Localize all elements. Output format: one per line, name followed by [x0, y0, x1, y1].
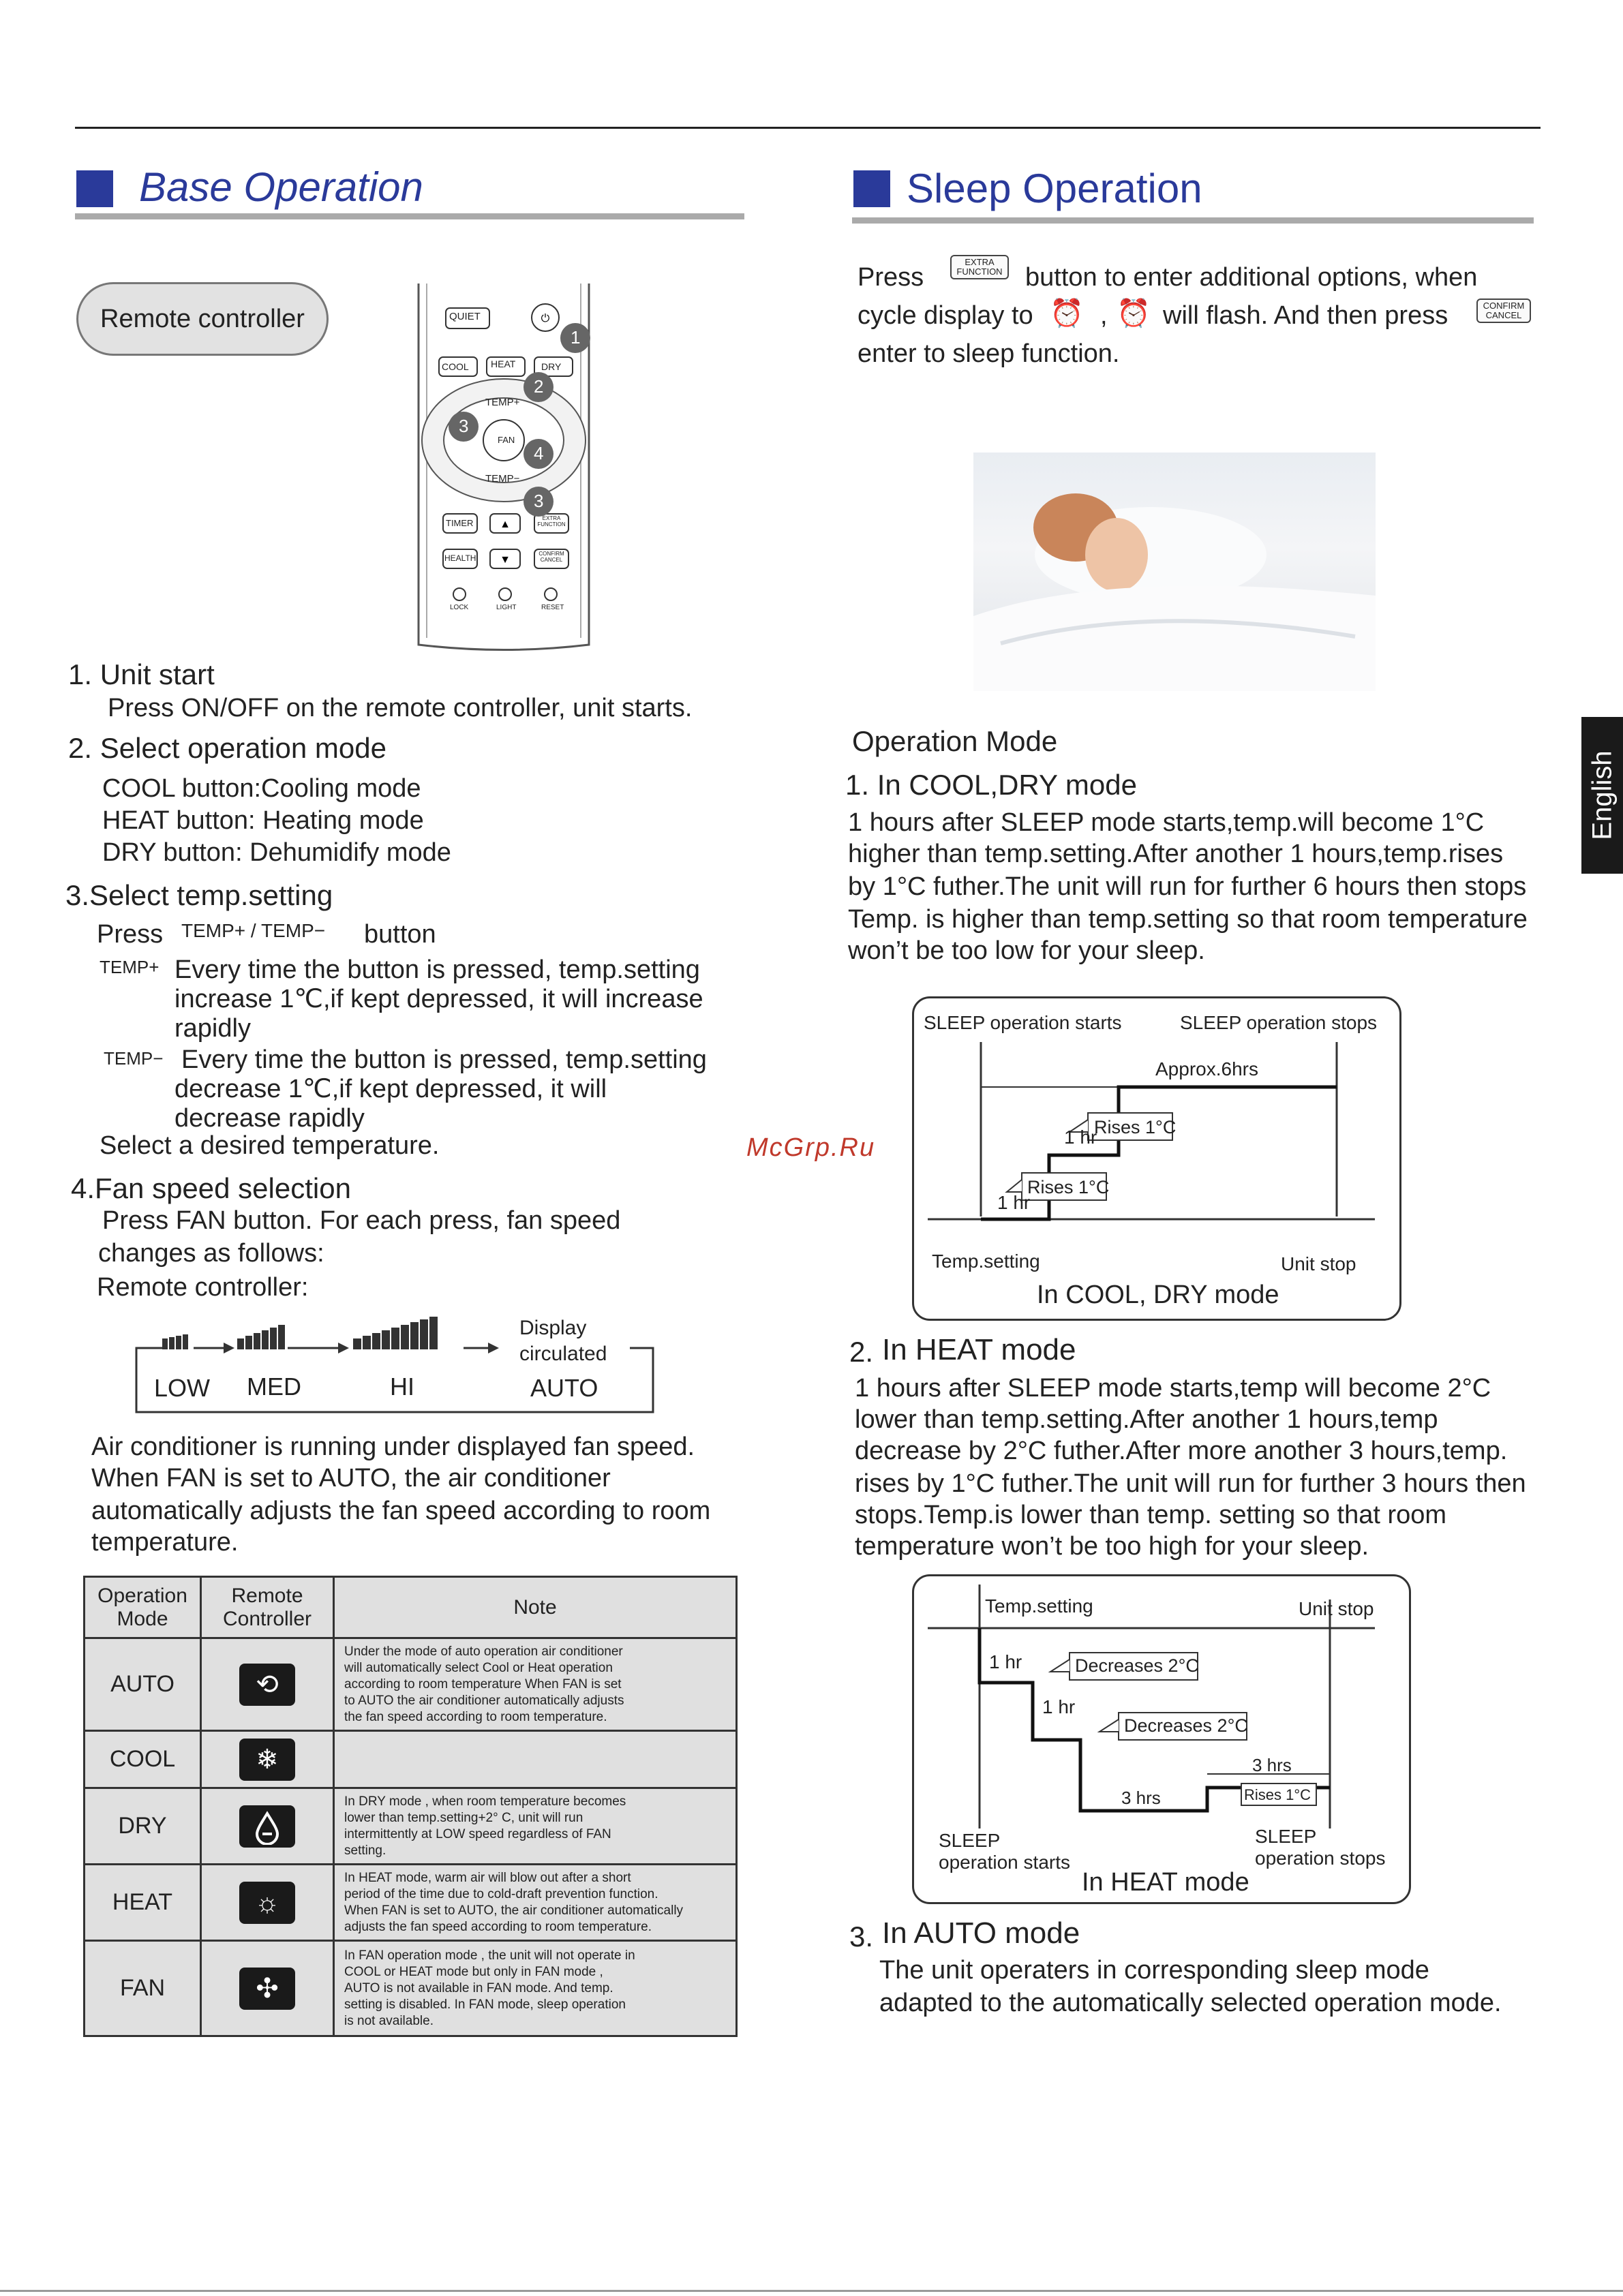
- auto-line-2: adapted to the automatically selected operation mode.: [879, 1989, 1502, 2017]
- language-tab-english[interactable]: [1581, 717, 1623, 874]
- title-underline: [852, 217, 1534, 224]
- remote-controller-illustration: [412, 284, 596, 652]
- heat-line-1: 1 hours after SLEEP mode starts,temp will become 2°C: [855, 1374, 1491, 1403]
- fan-line-1: Press FAN button. For each press, fan speed: [102, 1206, 621, 1235]
- sun-icon: ☼: [239, 1882, 295, 1924]
- chart2-temp-setting: Temp.setting: [985, 1595, 1093, 1617]
- circulated-label: circulated: [519, 1343, 607, 1365]
- key-extra: EXTRA FUNCTION: [537, 515, 566, 527]
- chart2-sleep-b: SLEEP: [1255, 1826, 1317, 1847]
- note-line: COOL or HEAT mode but only in FAN mode ,: [344, 1964, 603, 1979]
- icon-cell: [201, 1638, 334, 1731]
- cool-dry-line-3: by 1°C futher.The unit will run for further 6 hours then stops: [848, 872, 1527, 901]
- table-row: [85, 1865, 737, 1941]
- heat-mode-heading: In HEAT mode: [882, 1333, 1076, 1366]
- chart2-caption: In HEAT mode: [1082, 1868, 1249, 1897]
- svg-text:▼: ▼: [500, 554, 511, 566]
- note-line: setting is disabled. In FAN mode, sleep operation: [344, 1997, 626, 2012]
- note-line: to AUTO the air conditioner automatically adjusts: [344, 1693, 624, 1708]
- note-heat: [334, 1865, 737, 1941]
- cool-dry-line-4: Temp. is higher than temp.setting so that room temperature: [848, 905, 1528, 934]
- note-line: intermittently at LOW speed regardless of FAN: [344, 1826, 611, 1841]
- temp-keys: TEMP+ / TEMP−: [181, 920, 326, 941]
- svg-text:▲: ▲: [500, 519, 511, 530]
- chart2-sleep-a: SLEEP: [939, 1830, 1001, 1851]
- fan-med-label: MED: [247, 1373, 301, 1400]
- key-quiet: QUIET: [449, 311, 481, 322]
- header-remote-line-1: Remote: [231, 1584, 303, 1607]
- heat-line-6: temperature won’t be too high for your sleep.: [855, 1532, 1369, 1561]
- chart1-approx: Approx.6hrs: [1155, 1058, 1258, 1080]
- intro-line-1: button to enter additional options, when: [1025, 263, 1478, 292]
- note-line: according to room temperature When FAN is set: [344, 1677, 622, 1692]
- chart1-unit-stop: Unit stop: [1281, 1253, 1356, 1274]
- temp-plus-line-1: Every time the button is pressed, temp.setting: [175, 955, 700, 984]
- header-note: Note: [334, 1577, 737, 1638]
- fan-para-1: Air conditioner is running under displayed fan speed.: [91, 1433, 695, 1461]
- temp-plus-line-3: rapidly: [175, 1014, 251, 1043]
- key-lock: LOCK: [450, 604, 469, 611]
- header-remote: [201, 1577, 334, 1638]
- temp-minus-line-2: decrease 1℃,if kept depressed, it will: [175, 1075, 607, 1103]
- key-reset: RESET: [541, 604, 564, 611]
- auto-line-1: The unit operaters in corresponding sleep mode: [879, 1956, 1429, 1985]
- fan-para-4: temperature.: [91, 1528, 239, 1557]
- cool-dry-heading: 1. In COOL,DRY mode: [845, 769, 1137, 801]
- chart2-hr-a: 1 hr: [989, 1651, 1022, 1672]
- icon-cell: [201, 1788, 334, 1865]
- cool-dry-line-1: 1 hours after SLEEP mode starts,temp.will become 1°C: [848, 808, 1485, 837]
- note-cool: [334, 1731, 737, 1788]
- title-underline: [75, 213, 744, 219]
- note-auto: [334, 1638, 737, 1731]
- key-temp-plus: TEMP+: [485, 397, 520, 408]
- intro-cycle: cycle display to: [858, 301, 1033, 330]
- heat-chart: [912, 1574, 1411, 1904]
- press-label: Press: [97, 920, 164, 949]
- chart2-starts: operation starts: [939, 1852, 1070, 1873]
- heat-mode-num: 2.: [849, 1336, 874, 1368]
- note-line: In HEAT mode, warm air will blow out after a short: [344, 1870, 631, 1885]
- mode-cool: COOL: [85, 1731, 201, 1788]
- step-3b: 3: [534, 491, 544, 511]
- chart2-rise: Rises 1°C: [1244, 1786, 1311, 1803]
- top-rule: [75, 127, 1541, 129]
- drop-svg: [254, 1811, 281, 1845]
- mode-line-heat: HEAT button: Heating mode: [102, 806, 424, 835]
- photo-svg: [973, 453, 1376, 691]
- table-row: [85, 1941, 737, 2036]
- intro-flash: will flash. And then press: [1163, 301, 1448, 330]
- icon-cell: [201, 1731, 334, 1788]
- note-line: is not available.: [344, 2013, 434, 2028]
- chart1-caption: In COOL, DRY mode: [1037, 1281, 1279, 1309]
- extra-function-key: EXTRA FUNCTION: [950, 255, 1009, 279]
- temp-plus-line-2: increase 1℃,if kept depressed, it will increase: [175, 985, 703, 1013]
- fan-low-label: LOW: [154, 1374, 211, 1402]
- header-remote-line-2: Controller: [222, 1607, 312, 1630]
- chart2-dec-b: Decreases 2°C: [1124, 1715, 1248, 1736]
- step-1: 1: [571, 327, 581, 348]
- chart1-rise-a: Rises 1°C: [1094, 1117, 1177, 1137]
- icon-cell: [201, 1865, 334, 1941]
- header-mode: [85, 1577, 201, 1638]
- chart1-rise-b: Rises 1°C: [1027, 1177, 1110, 1197]
- operation-mode-heading: Operation Mode: [852, 725, 1058, 757]
- key-temp-minus: TEMP−: [485, 473, 520, 485]
- note-line: the fan speed according to room temperature.: [344, 1709, 607, 1724]
- note-line: period of the time due to cold-draft prevention function.: [344, 1886, 658, 1901]
- intro-comma: ,: [1100, 301, 1108, 330]
- section-marker: [853, 170, 890, 207]
- note-line: will automatically select Cool or Heat operation: [344, 1660, 613, 1675]
- note-line: adjusts the fan speed according to room temperature.: [344, 1919, 652, 1934]
- header-mode-line-1: Operation: [97, 1584, 187, 1607]
- fan-para-2: When FAN is set to AUTO, the air conditioner: [91, 1464, 611, 1493]
- cool-dry-line-5: won’t be too low for your sleep.: [848, 936, 1205, 965]
- chart1-stops: SLEEP operation stops: [1180, 1012, 1378, 1033]
- intro-press: Press: [858, 263, 924, 292]
- display-label: Display: [519, 1317, 587, 1339]
- base-operation-title: Base Operation: [139, 164, 423, 210]
- step-3a: 3: [459, 416, 469, 436]
- fan-icon: ✣: [239, 1968, 295, 2010]
- chart2-3hrs-b: 3 hrs: [1121, 1788, 1161, 1808]
- select-temp-text: Select a desired temperature.: [100, 1131, 440, 1160]
- svg-text:⏻: ⏻: [541, 313, 550, 324]
- note-line: Under the mode of auto operation air conditioner: [344, 1644, 623, 1659]
- header-mode-line-2: Mode: [117, 1607, 168, 1630]
- sleeping-woman-photo: [973, 453, 1376, 691]
- temp-minus-key: TEMP−: [104, 1048, 164, 1069]
- note-fan: [334, 1941, 737, 2036]
- unit-start-text: Press ON/OFF on the remote controller, unit starts.: [108, 694, 693, 722]
- chart2-dec-a: Decreases 2°C: [1075, 1655, 1199, 1676]
- sleep-operation-title: Sleep Operation: [907, 166, 1202, 211]
- note-line: In FAN operation mode , the unit will not operate in: [344, 1948, 635, 1963]
- mode-line-cool: COOL button:Cooling mode: [102, 774, 421, 803]
- remote-controller-label: Remote controller: [76, 282, 329, 356]
- fan-line-3: Remote controller:: [97, 1273, 309, 1302]
- table-row: [85, 1788, 737, 1865]
- note-line: lower than temp.setting+2° C, unit will run: [344, 1810, 583, 1825]
- mode-fan: FAN: [85, 1941, 201, 2036]
- remote-svg: [412, 284, 596, 652]
- note-line: AUTO is not available in FAN mode. And temp.: [344, 1980, 613, 1995]
- fan-line-2: changes as follows:: [98, 1239, 324, 1268]
- heat-line-5: stops.Temp.is lower than temp. setting so that room: [855, 1501, 1447, 1529]
- temp-setting-heading: 3.Select temp.setting: [65, 879, 333, 911]
- icon-cell: [201, 1941, 334, 2036]
- heat-line-3: decrease by 2°C futher.After more another 3 hours,temp.: [855, 1437, 1508, 1465]
- fan-auto-label: AUTO: [530, 1374, 598, 1402]
- water-drop-icon: [239, 1805, 295, 1848]
- sleep-clock-flash-icon: ⏰: [1117, 299, 1151, 328]
- intro-line-3: enter to sleep function.: [858, 339, 1120, 368]
- fan-hi-label: HI: [390, 1373, 414, 1400]
- auto-cycle-icon: ⟲: [239, 1664, 295, 1706]
- bottom-rule: [0, 2290, 1623, 2292]
- key-cool: COOL: [442, 361, 469, 372]
- fan-speed-heading: 4.Fan speed selection: [71, 1172, 351, 1204]
- chart1-starts: SLEEP operation starts: [924, 1012, 1122, 1033]
- temp-plus-key: TEMP+: [100, 957, 160, 977]
- chart1-hr-b: 1 hr: [997, 1192, 1031, 1213]
- chart2-unit-stop: Unit stop: [1299, 1598, 1374, 1619]
- chart2-3hrs-a: 3 hrs: [1252, 1755, 1292, 1775]
- snowflake-icon: ❄: [239, 1739, 295, 1781]
- chart1-temp-setting: Temp.setting: [932, 1251, 1040, 1272]
- mode-line-dry: DRY button: Dehumidify mode: [102, 838, 451, 867]
- note-line: In DRY mode , when room temperature becomes: [344, 1794, 626, 1809]
- key-dry: DRY: [541, 361, 562, 372]
- section-marker: [76, 170, 113, 207]
- table-header-row: [85, 1577, 737, 1638]
- fan-para-3: automatically adjusts the fan speed according to room: [91, 1497, 711, 1525]
- key-fan: FAN: [498, 435, 515, 445]
- step-2: 2: [534, 376, 544, 397]
- cool-dry-line-2: higher than temp.setting.After another 1 hours,temp.rises: [848, 840, 1504, 868]
- button-label: button: [364, 920, 436, 949]
- key-heat: HEAT: [491, 358, 516, 369]
- sleep-clock-icon: ⏰: [1050, 299, 1084, 328]
- chart1-hr-a: 1 hr: [1064, 1127, 1097, 1148]
- note-dry: [334, 1788, 737, 1865]
- key-timer: TIMER: [446, 518, 474, 528]
- temp-minus-line-1: Every time the button is pressed, temp.setting: [181, 1045, 707, 1074]
- key-light: LIGHT: [496, 604, 517, 611]
- temp-minus-line-3: decrease rapidly: [175, 1104, 365, 1133]
- table-row: [85, 1731, 737, 1788]
- mode-auto: AUTO: [85, 1638, 201, 1731]
- heat-line-4: rises by 1°C futher.The unit will run for further 3 hours then: [855, 1469, 1526, 1498]
- auto-mode-heading: In AUTO mode: [882, 1916, 1080, 1950]
- auto-mode-num: 3.: [849, 1920, 874, 1953]
- note-line: setting.: [344, 1843, 386, 1858]
- unit-start-heading: 1. Unit start: [68, 658, 215, 690]
- fan-speed-diagram: [134, 1315, 658, 1418]
- heat-line-2: lower than temp.setting.After another 1 hours,temp: [855, 1405, 1438, 1434]
- watermark: McGrp.Ru: [746, 1133, 876, 1162]
- select-mode-heading: 2. Select operation mode: [68, 732, 386, 764]
- language-tab-label: English: [1587, 750, 1617, 840]
- chart2-hr-b: 1 hr: [1042, 1696, 1076, 1717]
- mode-heat: HEAT: [85, 1865, 201, 1941]
- key-confirm: CONFIRM CANCEL: [539, 551, 564, 563]
- step-4: 4: [534, 443, 544, 463]
- key-health: HEALTH: [444, 553, 476, 563]
- chart2-stops: operation stops: [1255, 1848, 1386, 1869]
- note-line: When FAN is set to AUTO, the air conditioner automatically: [344, 1903, 684, 1918]
- confirm-cancel-key: CONFIRM CANCEL: [1476, 299, 1531, 323]
- mode-dry: DRY: [85, 1788, 201, 1865]
- cool-dry-chart: [912, 996, 1401, 1321]
- table-row: [85, 1638, 737, 1731]
- mode-table: [83, 1576, 738, 2037]
